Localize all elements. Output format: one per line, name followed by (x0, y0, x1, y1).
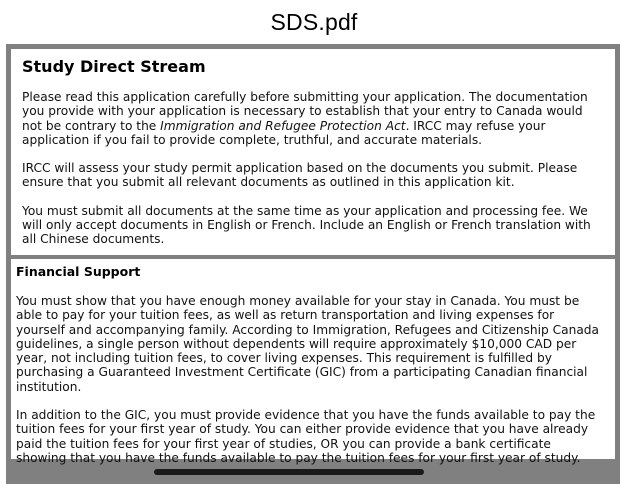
paragraph-intro (22, 90, 605, 147)
paragraph-intro-part-a: Please read this application carefully before submitting your application. The documentation you provide with your application is necessary to establish that your entry to Canada would not be contrary to the (22, 90, 588, 133)
paragraph-intro-part-b: . IRCC may refuse your application if you fail to provide complete, truthful, and accurate materials. (22, 118, 546, 147)
home-indicator-bar[interactable] (154, 469, 424, 475)
paragraph-tuition-evidence: In addition to the GIC, you must provide evidence that you have the funds available to pay the tuition fees for your first year of study. You can either provide evidence that you have already paid the tuition fees for your first year of studies, OR you can provide a bank certificate showing that you have the funds available to pay the tuition fees for your first year of study. (16, 408, 596, 465)
pdf-page-1[interactable] (11, 49, 615, 255)
document-title: SDS.pdf (270, 8, 358, 35)
act-name: Immigration and Refugee Protection Act (160, 118, 406, 133)
paragraph-funds-requirement: You must show that you have enough money available for your stay in Canada. You must be able to pay for your tuition fees, as well as return transportation and living expenses for yourself and accompanying family. According to Immigration, Refugees and Citizenship Canada guidelines, a single person without dependents will require approximately $10,000 CAD per year, not including tuition fees, to cover living expenses. This requirement is fulfilled by purchasing a Guaranteed Investment Certificate (GIC) from a participating Canadian financial institution. (16, 294, 599, 394)
page-heading-study-direct-stream: Study Direct Stream (22, 57, 206, 76)
paragraph-assessment: IRCC will assess your study permit application based on the documents you submit. Please ensure that you submit all relevant documents as outlined in this application kit. (22, 161, 578, 190)
pdf-viewer[interactable] (6, 44, 620, 484)
section-heading-financial-support: Financial Support (16, 264, 141, 279)
bottom-margin (0, 484, 628, 500)
title-bar (0, 0, 628, 44)
pdf-page-2[interactable] (11, 259, 615, 465)
paragraph-submission: You must submit all documents at the same time as your application and processing fee. We will only accept documents in English or French. Include an English or French translation with all Chinese documents. (22, 203, 591, 247)
